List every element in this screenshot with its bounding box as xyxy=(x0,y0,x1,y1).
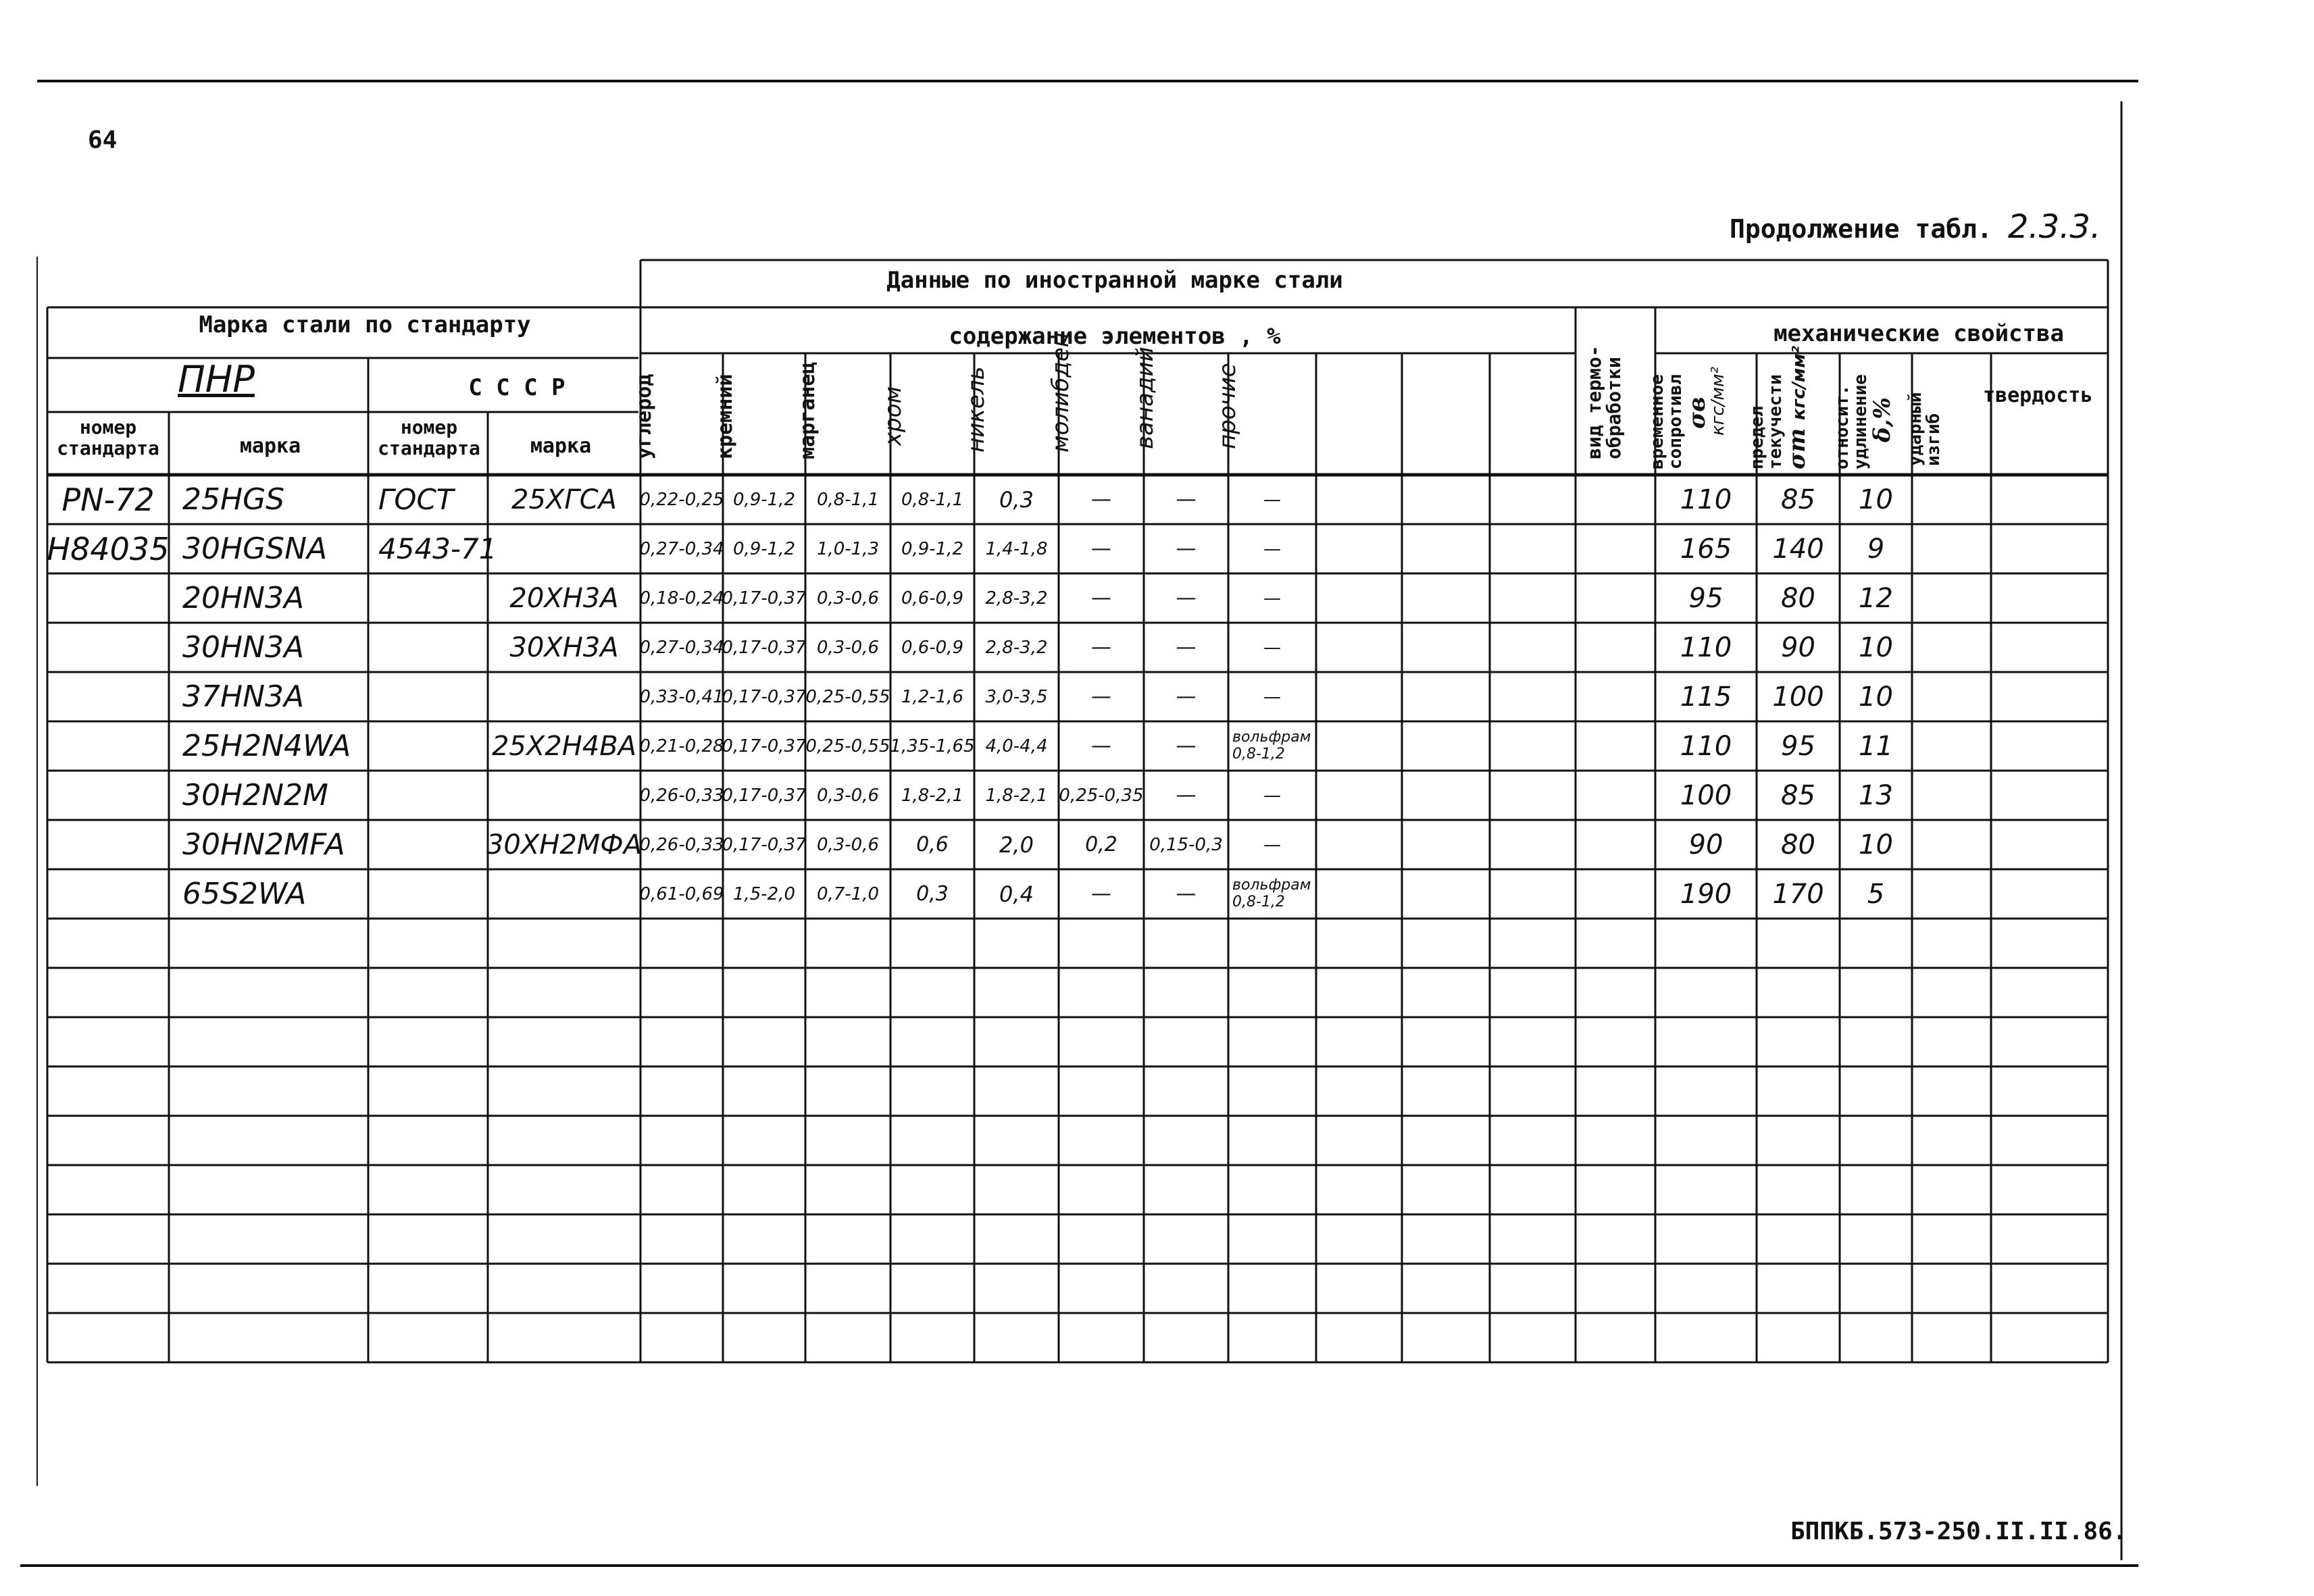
tensile-unit: кгс/мм² xyxy=(1708,366,1729,436)
element-mn-value: 0,3-0,6 xyxy=(816,785,880,806)
element-si-value: 0,17-0,37 xyxy=(722,686,807,707)
yield-symbol xyxy=(1783,346,1811,469)
element-mn-value: 0,3-0,6 xyxy=(816,637,880,658)
pnr-grade: 25H2N4WA xyxy=(182,729,351,763)
ussr-grade: 20ХН3А xyxy=(509,582,619,614)
yield-line2: текучести xyxy=(1765,374,1786,469)
element-si-value: 1,5-2,0 xyxy=(732,883,796,904)
element-si-value: 0,17-0,37 xyxy=(722,637,807,658)
foreign-data-header: Данные по иностранной марке стали xyxy=(886,267,1343,294)
element-mo-value: — xyxy=(1091,685,1111,709)
yield-value: 85 xyxy=(1781,484,1815,515)
ussr-standard-number xyxy=(372,672,497,721)
ussr-standard-number xyxy=(372,771,497,820)
element-mn-value: 1,0-1,3 xyxy=(816,538,880,559)
element-si-value: 0,17-0,37 xyxy=(722,736,807,756)
element-cr-value: 0,6-0,9 xyxy=(901,637,964,658)
page-number: 64 xyxy=(88,126,118,154)
element-c-value: 0,27-0,34 xyxy=(639,538,724,559)
ussr-grade xyxy=(488,771,640,820)
ussr-standard-number xyxy=(372,573,497,623)
chromium-header: хром xyxy=(880,386,907,446)
element-c-value: 0,27-0,34 xyxy=(639,637,724,658)
element-other-value: — xyxy=(1263,686,1281,707)
ussr-standard-number: 4543-71 xyxy=(378,532,497,565)
pnr-standard-number xyxy=(41,672,176,721)
pnr-grade: 30H2N2M xyxy=(182,778,328,813)
element-ni-value: 4,0-4,4 xyxy=(985,736,1048,756)
elongation-value: 11 xyxy=(1859,730,1893,762)
element-mn-value: 0,25-0,55 xyxy=(805,736,890,756)
element-cr-value: 0,6 xyxy=(916,833,949,856)
elongation-value: 9 xyxy=(1867,533,1885,565)
pnr-standard-number xyxy=(41,721,176,771)
ussr-grade xyxy=(488,524,640,573)
tensile-value: 90 xyxy=(1688,829,1724,860)
element-ni-value: 2,8-3,2 xyxy=(985,588,1048,609)
pnr-standard-number: H84035 xyxy=(47,530,170,567)
yield-value: 170 xyxy=(1772,878,1824,910)
tensile-value: 100 xyxy=(1680,779,1732,811)
element-other-value: — xyxy=(1263,637,1281,658)
element-ni-value: 0,4 xyxy=(999,881,1034,907)
ussr-grade: 30ХН2МФА xyxy=(486,829,643,860)
yield-value: 100 xyxy=(1772,681,1824,713)
elongation-line1: относит. xyxy=(1832,384,1853,469)
footer-code: БППКБ.573-250.II.II.86. xyxy=(1790,1518,2128,1545)
ussr-std-number-header: номер стандарта xyxy=(378,416,480,459)
yield-unit: кгс/мм² xyxy=(1788,346,1809,421)
element-c-value: 0,22-0,25 xyxy=(639,489,724,510)
element-si-value: 0,17-0,37 xyxy=(722,588,807,609)
element-mn-value: 0,3-0,6 xyxy=(816,834,880,855)
tensile-value: 110 xyxy=(1680,632,1732,663)
element-si-value: 0,17-0,37 xyxy=(722,785,807,806)
element-mo-value: 0,2 xyxy=(1085,833,1117,856)
element-mo-value: — xyxy=(1091,488,1111,511)
element-other-value: — xyxy=(1263,489,1281,510)
element-other-value: — xyxy=(1263,538,1281,559)
pnr-standard-number xyxy=(41,869,176,919)
element-v-value: — xyxy=(1176,685,1197,709)
element-mn-value: 0,3-0,6 xyxy=(816,588,880,609)
ussr-standard-number xyxy=(372,721,497,771)
manganese-header: марганец xyxy=(796,361,820,459)
elongation-line2: удлинение xyxy=(1851,374,1871,469)
elongation-value: 10 xyxy=(1859,632,1893,663)
heat-treatment-header: вид термо- обработки xyxy=(1583,345,1626,459)
element-other-value: — xyxy=(1263,588,1281,609)
element-cr-value: 0,8-1,1 xyxy=(901,489,964,510)
element-v-value: 0,15-0,3 xyxy=(1149,834,1223,855)
element-c-value: 0,26-0,33 xyxy=(639,834,724,855)
yield-value: 140 xyxy=(1772,533,1824,565)
yield-value: 80 xyxy=(1781,582,1815,614)
pnr-grade: 30HGSNA xyxy=(182,532,328,566)
steel-grade-header: Марка стали по стандарту xyxy=(199,311,531,338)
element-v-value: — xyxy=(1176,488,1197,511)
ussr-grade: 25Х2Н4ВА xyxy=(491,730,637,762)
elongation-value: 10 xyxy=(1859,484,1893,515)
pnr-std-number-header: номер стандарта xyxy=(57,416,159,459)
element-ni-value: 0,3 xyxy=(999,486,1034,513)
element-mo-value: — xyxy=(1091,734,1111,758)
ussr-standard-number xyxy=(372,820,497,869)
element-mn-value: 0,8-1,1 xyxy=(816,489,880,510)
tensile-symbol: σв xyxy=(1683,396,1711,429)
ussr-grade: 25ХГСА xyxy=(511,484,617,515)
yield-value: 80 xyxy=(1781,829,1815,860)
element-v-value: — xyxy=(1176,882,1197,906)
element-c-value: 0,18-0,24 xyxy=(639,588,724,609)
element-ni-value: 3,0-3,5 xyxy=(985,686,1048,707)
pnr-grade: 65S2WA xyxy=(182,877,307,911)
element-ni-value: 2,0 xyxy=(999,831,1034,858)
element-other-value: — xyxy=(1263,785,1281,806)
tensile-value: 110 xyxy=(1680,730,1732,762)
yield-symbol-text: σт xyxy=(1783,428,1811,469)
element-cr-value: 1,8-2,1 xyxy=(901,785,964,806)
element-c-value: 0,21-0,28 xyxy=(639,736,724,756)
table-reference: 2.3.3. xyxy=(2007,208,2101,246)
silicon-header: кремний xyxy=(713,374,737,459)
element-v-value: — xyxy=(1176,537,1197,561)
tensile-value: 110 xyxy=(1680,484,1732,515)
ussr-grade-header: марка xyxy=(530,434,592,458)
ussr-standard-number: ГОСТ xyxy=(378,483,454,516)
yield-value: 90 xyxy=(1781,632,1815,663)
pnr-standard-number: PN-72 xyxy=(61,481,155,518)
yield-header xyxy=(1749,346,1809,469)
element-c-value: 0,26-0,33 xyxy=(639,785,724,806)
pnr-standard-number xyxy=(41,573,176,623)
carbon-header: углерод xyxy=(632,374,656,459)
element-v-value: — xyxy=(1176,586,1197,610)
element-si-value: 0,9-1,2 xyxy=(732,538,796,559)
pnr-grade: 25HGS xyxy=(182,482,285,517)
ussr-grade xyxy=(488,869,640,919)
element-ni-value: 2,8-3,2 xyxy=(985,637,1048,658)
continuation-label xyxy=(1730,208,2101,246)
element-other-value: — xyxy=(1263,834,1281,855)
element-mo-value: — xyxy=(1091,586,1111,610)
element-v-value: — xyxy=(1176,783,1197,807)
elements-header: содержание элементов , % xyxy=(949,323,1281,350)
yield-line1: предел xyxy=(1747,406,1767,469)
tensile-line1: временное xyxy=(1647,374,1667,469)
element-si-value: 0,9-1,2 xyxy=(732,489,796,510)
element-si-value: 0,17-0,37 xyxy=(722,834,807,855)
tensile-header xyxy=(1649,367,1728,469)
pnr-grade: 37HN3A xyxy=(182,679,305,714)
mechanical-header: механические свойства xyxy=(1774,320,2064,347)
ussr-header: С С С Р xyxy=(468,374,565,401)
element-cr-value: 0,3 xyxy=(916,882,949,906)
pnr-header: ПНР xyxy=(178,358,255,401)
element-cr-value: 0,6-0,9 xyxy=(901,588,964,609)
ussr-standard-number xyxy=(372,623,497,672)
elongation-value: 5 xyxy=(1867,878,1885,910)
ussr-standard-number xyxy=(372,869,497,919)
element-mn-value: 0,25-0,55 xyxy=(805,686,890,707)
elongation-value: 10 xyxy=(1859,681,1893,713)
pnr-grade: 30HN3A xyxy=(182,630,305,665)
elongation-value: 13 xyxy=(1859,779,1893,811)
other-elements-header: прочие xyxy=(1214,363,1241,449)
tensile-value: 95 xyxy=(1688,582,1724,614)
element-mo-value: — xyxy=(1091,537,1111,561)
pnr-grade: 30HN2MFA xyxy=(182,827,345,862)
pnr-standard-number xyxy=(41,820,176,869)
element-v-value: — xyxy=(1176,734,1197,758)
continuation-text: Продолжение табл. xyxy=(1730,214,1992,244)
element-cr-value: 1,35-1,65 xyxy=(890,736,975,756)
pnr-grade-header: марка xyxy=(239,434,301,458)
tensile-value: 165 xyxy=(1680,533,1732,565)
element-ni-value: 1,4-1,8 xyxy=(985,538,1048,559)
elongation-symbol: δ,% xyxy=(1868,397,1896,442)
nickel-header: никель xyxy=(963,366,990,453)
pnr-grade: 20HN3A xyxy=(182,581,305,615)
element-other-value: вольфрам 0,8-1,2 xyxy=(1232,877,1311,910)
pnr-standard-number xyxy=(41,771,176,820)
ussr-grade xyxy=(488,672,640,721)
elongation-header xyxy=(1834,374,1894,469)
yield-value: 95 xyxy=(1781,730,1815,762)
elongation-value: 10 xyxy=(1859,829,1893,860)
hardness-header: твердость xyxy=(1983,384,2093,407)
element-cr-value: 1,2-1,6 xyxy=(901,686,964,707)
element-c-value: 0,33-0,41 xyxy=(639,686,724,707)
element-mo-value: — xyxy=(1091,882,1111,906)
element-mn-value: 0,7-1,0 xyxy=(816,883,880,904)
tensile-line2: сопротивл xyxy=(1665,374,1686,469)
pnr-standard-number xyxy=(41,623,176,672)
impact-header: ударный изгиб xyxy=(1905,392,1944,466)
molybdenum-header: молибден xyxy=(1047,332,1074,453)
vanadium-header: ванадий xyxy=(1132,346,1159,449)
element-mo-value: 0,25-0,35 xyxy=(1059,785,1144,806)
element-c-value: 0,61-0,69 xyxy=(639,883,724,904)
tensile-value: 190 xyxy=(1680,878,1732,910)
elongation-value: 12 xyxy=(1859,582,1893,614)
yield-value: 85 xyxy=(1781,779,1815,811)
element-cr-value: 0,9-1,2 xyxy=(901,538,964,559)
tensile-value: 115 xyxy=(1680,681,1732,713)
element-mo-value: — xyxy=(1091,636,1111,659)
element-v-value: — xyxy=(1176,636,1197,659)
ussr-grade: 30ХН3А xyxy=(509,632,619,663)
element-other-value: вольфрам 0,8-1,2 xyxy=(1232,729,1311,763)
element-ni-value: 1,8-2,1 xyxy=(985,785,1048,806)
